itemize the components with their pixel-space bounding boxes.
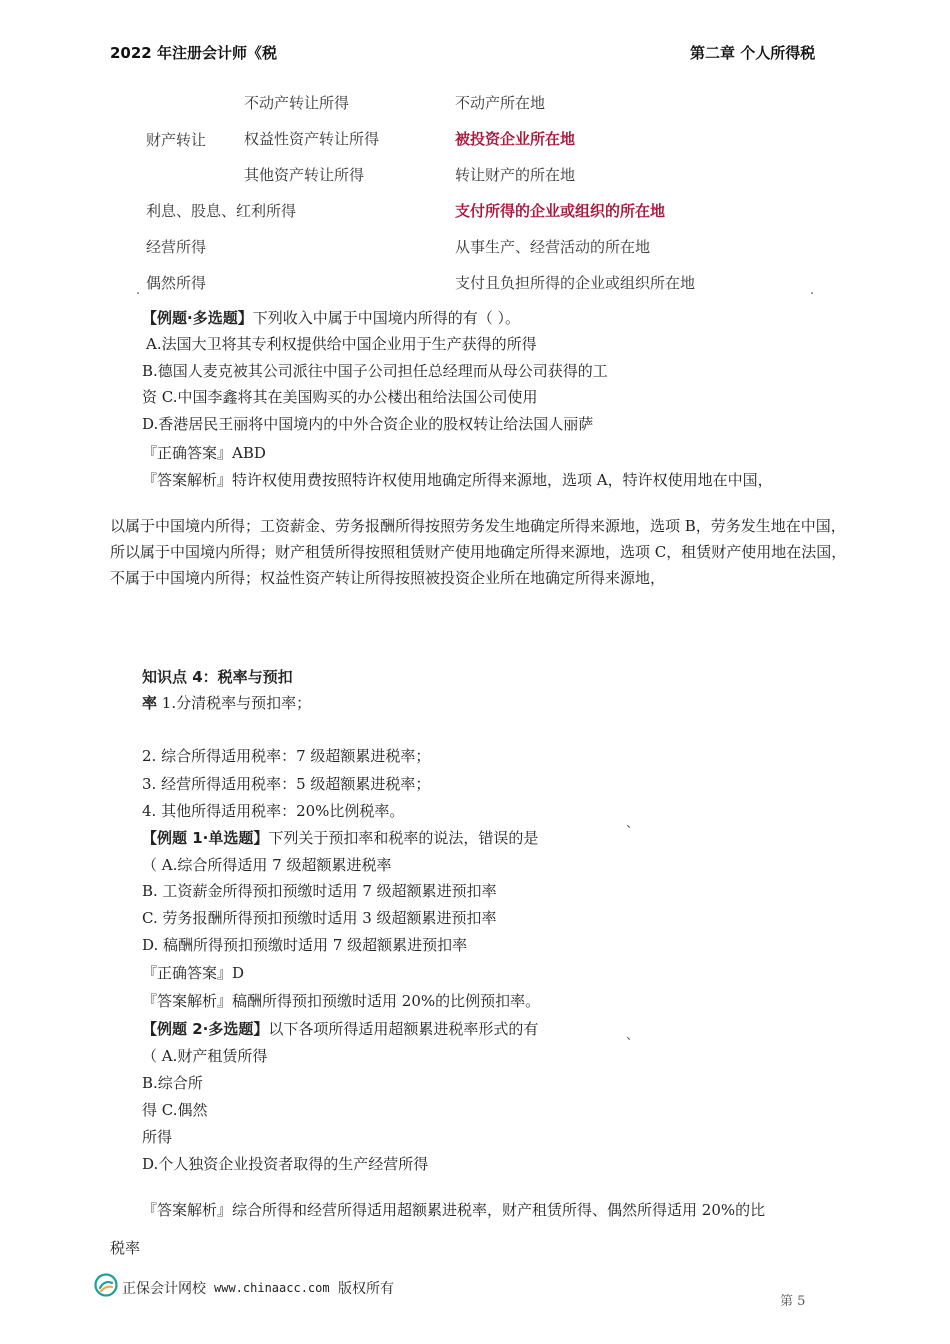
option-d: D.香港居民王丽将中国境内的中外合资企业的股权转让给法国人丽萨 [142,415,594,433]
page-number-clipped [780,1294,820,1309]
question-tag: 【例题 2·多选题】 [142,1020,269,1038]
table-corner-mark: . [810,283,815,298]
analysis: 『答案解析』稿酬所得预扣预缴时适用 20%的比例预扣率。 [142,992,541,1010]
option-c: 资 C.中国李鑫将其在美国购买的办公楼出租给法国公司使用 [142,388,538,406]
question-line [142,307,520,328]
analysis-clipped [0,1201,950,1219]
chinaacc-logo-icon [94,1273,118,1297]
question-text: 下列关于预扣率和税率的说法，错误的是 [268,829,539,847]
stray-mark: 、 [626,1028,640,1043]
footer-brand: 正保会计网校 [122,1281,206,1297]
option-a: （ A.财产租赁所得 [142,1047,268,1065]
section-title-tail: 率 [142,694,158,712]
correct-answer: 『正确答案』D [142,964,245,982]
question-text: 以下各项所得适用超额累进税率形式的有 [268,1020,539,1038]
footer-rights: 版权所有 [338,1281,394,1297]
analysis-first-line: 『答案解析』特许权使用费按照特许权使用地确定所得来源地，选项 A，特许权使用地在中国， [142,471,773,489]
option-c: C. 劳务报酬所得预扣预缴时适用 3 级超额累进预扣率 [142,909,497,927]
table-cell-highlight: 被投资企业所在地 [455,130,576,148]
table-corner-mark: . [136,283,141,298]
table-cell-highlight: 支付所得的企业或组织的所在地 [455,202,666,220]
section-item-1: 1.分清税率与预扣率； [161,694,312,712]
option-b-c: 得 C.偶然 [142,1101,208,1119]
option-c-tail: 所得 [142,1128,173,1146]
header-left: 2022 年注册会计师《税 [110,44,277,62]
table-last-row [0,270,950,292]
option-a: A.法国大卫将其专利权提供给中国企业用于生产获得的所得 [146,335,537,353]
analysis-cont: 税率 [110,1239,141,1257]
table-cell: 权益性资产转让所得 [244,130,380,148]
footer-url[interactable]: www.chinaacc.com [214,1281,330,1295]
option-b: B.综合所 [142,1074,203,1092]
correct-answer: 『正确答案』ABD [142,444,266,462]
table-cell: 不动产所在地 [455,94,546,112]
question-text: 下列收入中属于中国境内所得的有（ ）。 [252,309,520,327]
table-cell: 经营所得 [146,238,207,256]
analysis-paragraph: 以属于中国境内所得；工资薪金、劳务报酬所得按照劳务发生地确定所得来源地，选项 B，劳务发生地在中国，所以属于中国境内所得；财产租赁所得按照租赁财产使用地确定所得来源地，选项 C，租赁财产使用地在法国，不属于中国境内所得；权益性资产转让所得按照被投资企业所在地确定所得来源地， [110,517,847,587]
option-d: D.个人独资企业投资者取得的生产经营所得 [142,1155,429,1173]
section-title: 知识点 4：税率与预扣 [142,668,293,686]
analysis: 『答案解析』综合所得和经营所得适用超额累进税率，财产租赁所得、偶然所得适用 20%的比 [142,1201,766,1219]
page-number: 第 5 [780,1294,806,1309]
table-cell: 偶然所得 [146,274,207,292]
question-tag: 【例题 1·单选题】 [142,829,269,847]
table-cell: 支付且负担所得的企业或组织所在地 [455,274,696,292]
section-item-3: 3. 经营所得适用税率：5 级超额累进税率； [142,775,431,793]
section-item-2: 2. 综合所得适用税率：7 级超额累进税率； [142,747,431,765]
option-b: B. 工资薪金所得预扣预缴时适用 7 级超额累进预扣率 [142,882,497,900]
table-cell: 其他资产转让所得 [244,166,365,184]
analysis-cont-clipped [0,1238,950,1257]
stray-mark: 、 [626,816,640,831]
question-line [142,1018,538,1039]
table-cell: 利息、股息、红利所得 [146,202,297,220]
question-tag: 【例题·多选题】 [142,309,253,327]
table-cell: 从事生产、经营活动的所在地 [455,238,651,256]
section-item-4: 4. 其他所得适用税率：20%比例税率。 [142,802,405,820]
question-line [142,827,538,848]
header-right: 第二章 个人所得税 [690,44,816,62]
table-cell: 财产转让 [146,131,207,149]
table-cell: 不动产转让所得 [244,94,350,112]
section-line [142,692,311,713]
page-header [0,38,950,62]
option-a: （ A.综合所得适用 7 级超额累进税率 [142,856,392,874]
table-cell: 转让财产的所在地 [455,166,576,184]
option-d: D. 稿酬所得预扣预缴时适用 7 级超额累进预扣率 [142,936,468,954]
option-b: B.德国人麦克被其公司派往中国子公司担任总经理而从母公司获得的工 [142,362,608,380]
